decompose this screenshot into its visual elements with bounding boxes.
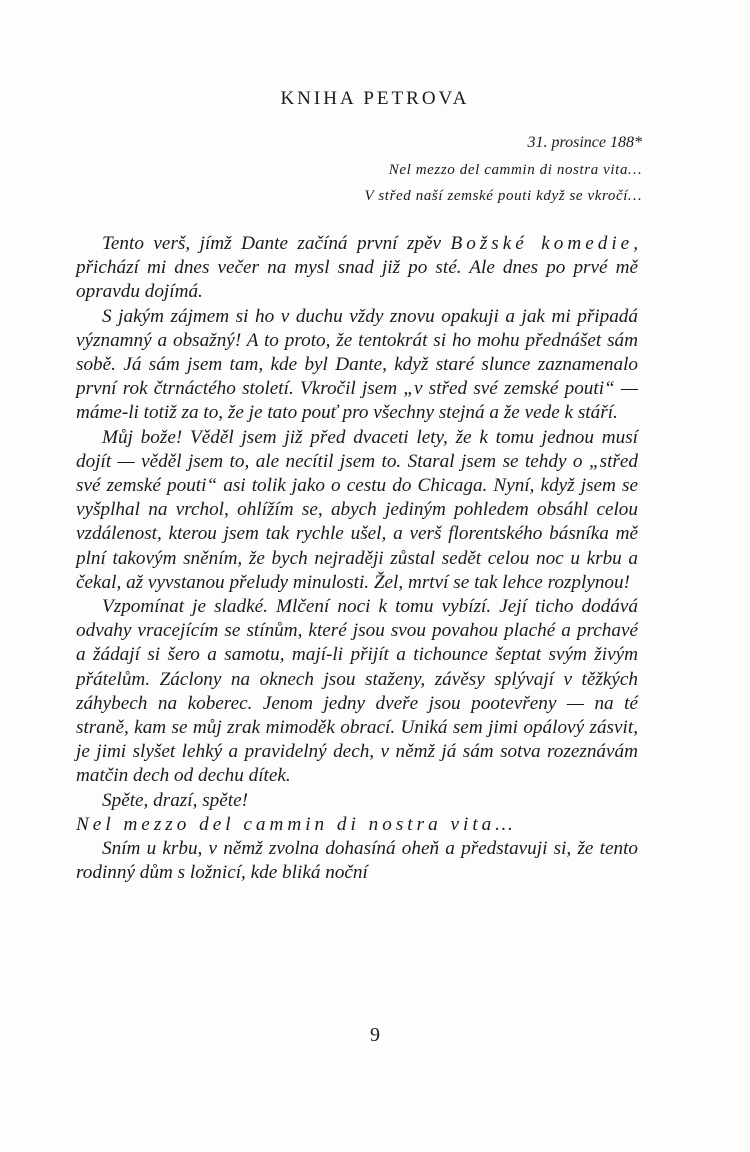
paragraph-7: Sním u krbu, v němž zvolna dohasíná oheň a představuji si, že tento rodinný dům s ložnicí, kde bliká noční: [76, 838, 638, 884]
paragraph-2: S jakým zájmem si ho v duchu vždy znovu opakuji a jak mi připadá významný a obsažný! A to proto, že tentokrát si ho mohu přednášet sám sobě. Já sám jsem tam, kde byl Dante, když staré slunce zaznamenalo první rok čtrnáctého století. Vkročil jsem „v střed své zemské pouti“ — máme-li totiž za to, že je tato pouť pro všechny stejná a že vede k stáří.: [76, 305, 638, 424]
paragraph-1: [76, 232, 638, 305]
epigraph-line-1: Nel mezzo del cammin di nostra vita…: [388, 162, 642, 178]
paragraph-3: Můj bože! Věděl jsem již před dvaceti lety, že k tomu jednou musí dojít — věděl jsem to, ale necítil jsem to. Staral jsem se tehdy o „střed své zemské pouti“ asi tolik jako o cestu do Chicaga. Nyní, když jsem se vyšplhal na vrchol, ohlížím se, abych jediným pohledem obsáhl celou vzdálenost, kterou jsem tak rychle ušel, a verš florentského básníka mě plní takovým sněním, že bych nejraději zůstal sedět celou noc u krbu a čekal, až vyvstanou přeludy minulosti. Žel, mrtví se tak lehce rozplynou!: [76, 426, 638, 593]
body-text: [76, 232, 638, 885]
paragraph-4: Vzpomínat je sladké. Mlčení noci k tomu vybízí. Její ticho dodává odvahy vracejícím se stínům, které jsou svou povahou plaché a prchavé a žádají si šero a samotu, mají-li přijít a tichounce šeptat svým živým přátelům. Záclony na oknech jsou staženy, závěsy splývají v těžkých záhybech na koberec. Jenom jedny dveře jsou pootevřeny — na té straně, kam se můj zrak mimoděk obrací. Uniká sem jimi opálový zásvit, je jimi slyšet lehký a pravidelný dech, v němž já sám sotva rozeznávám matčin dech od dechu dítek.: [76, 596, 638, 787]
quoted-verse: Nel mezzo del cammin di nostra vita…: [76, 813, 517, 835]
work-title: Božské komedie: [450, 233, 634, 254]
epigraph-line-2: V střed naší zemské pouti když se vkročí…: [364, 188, 642, 204]
paragraph-1-start: Tento verš, jímž Dante začíná první zpěv: [102, 233, 451, 254]
paragraph-5: Spěte, drazí, spěte!: [102, 789, 249, 811]
running-head: KNIHA PETROVA: [280, 88, 470, 109]
paragraph-1-end: , přichází mi dnes večer na mysl snad již po sté. Ale dnes po prvé mě opravdu dojímá.: [76, 233, 638, 303]
date-line: 31. prosince 188*: [527, 134, 642, 151]
page-number: 9: [370, 1024, 380, 1046]
